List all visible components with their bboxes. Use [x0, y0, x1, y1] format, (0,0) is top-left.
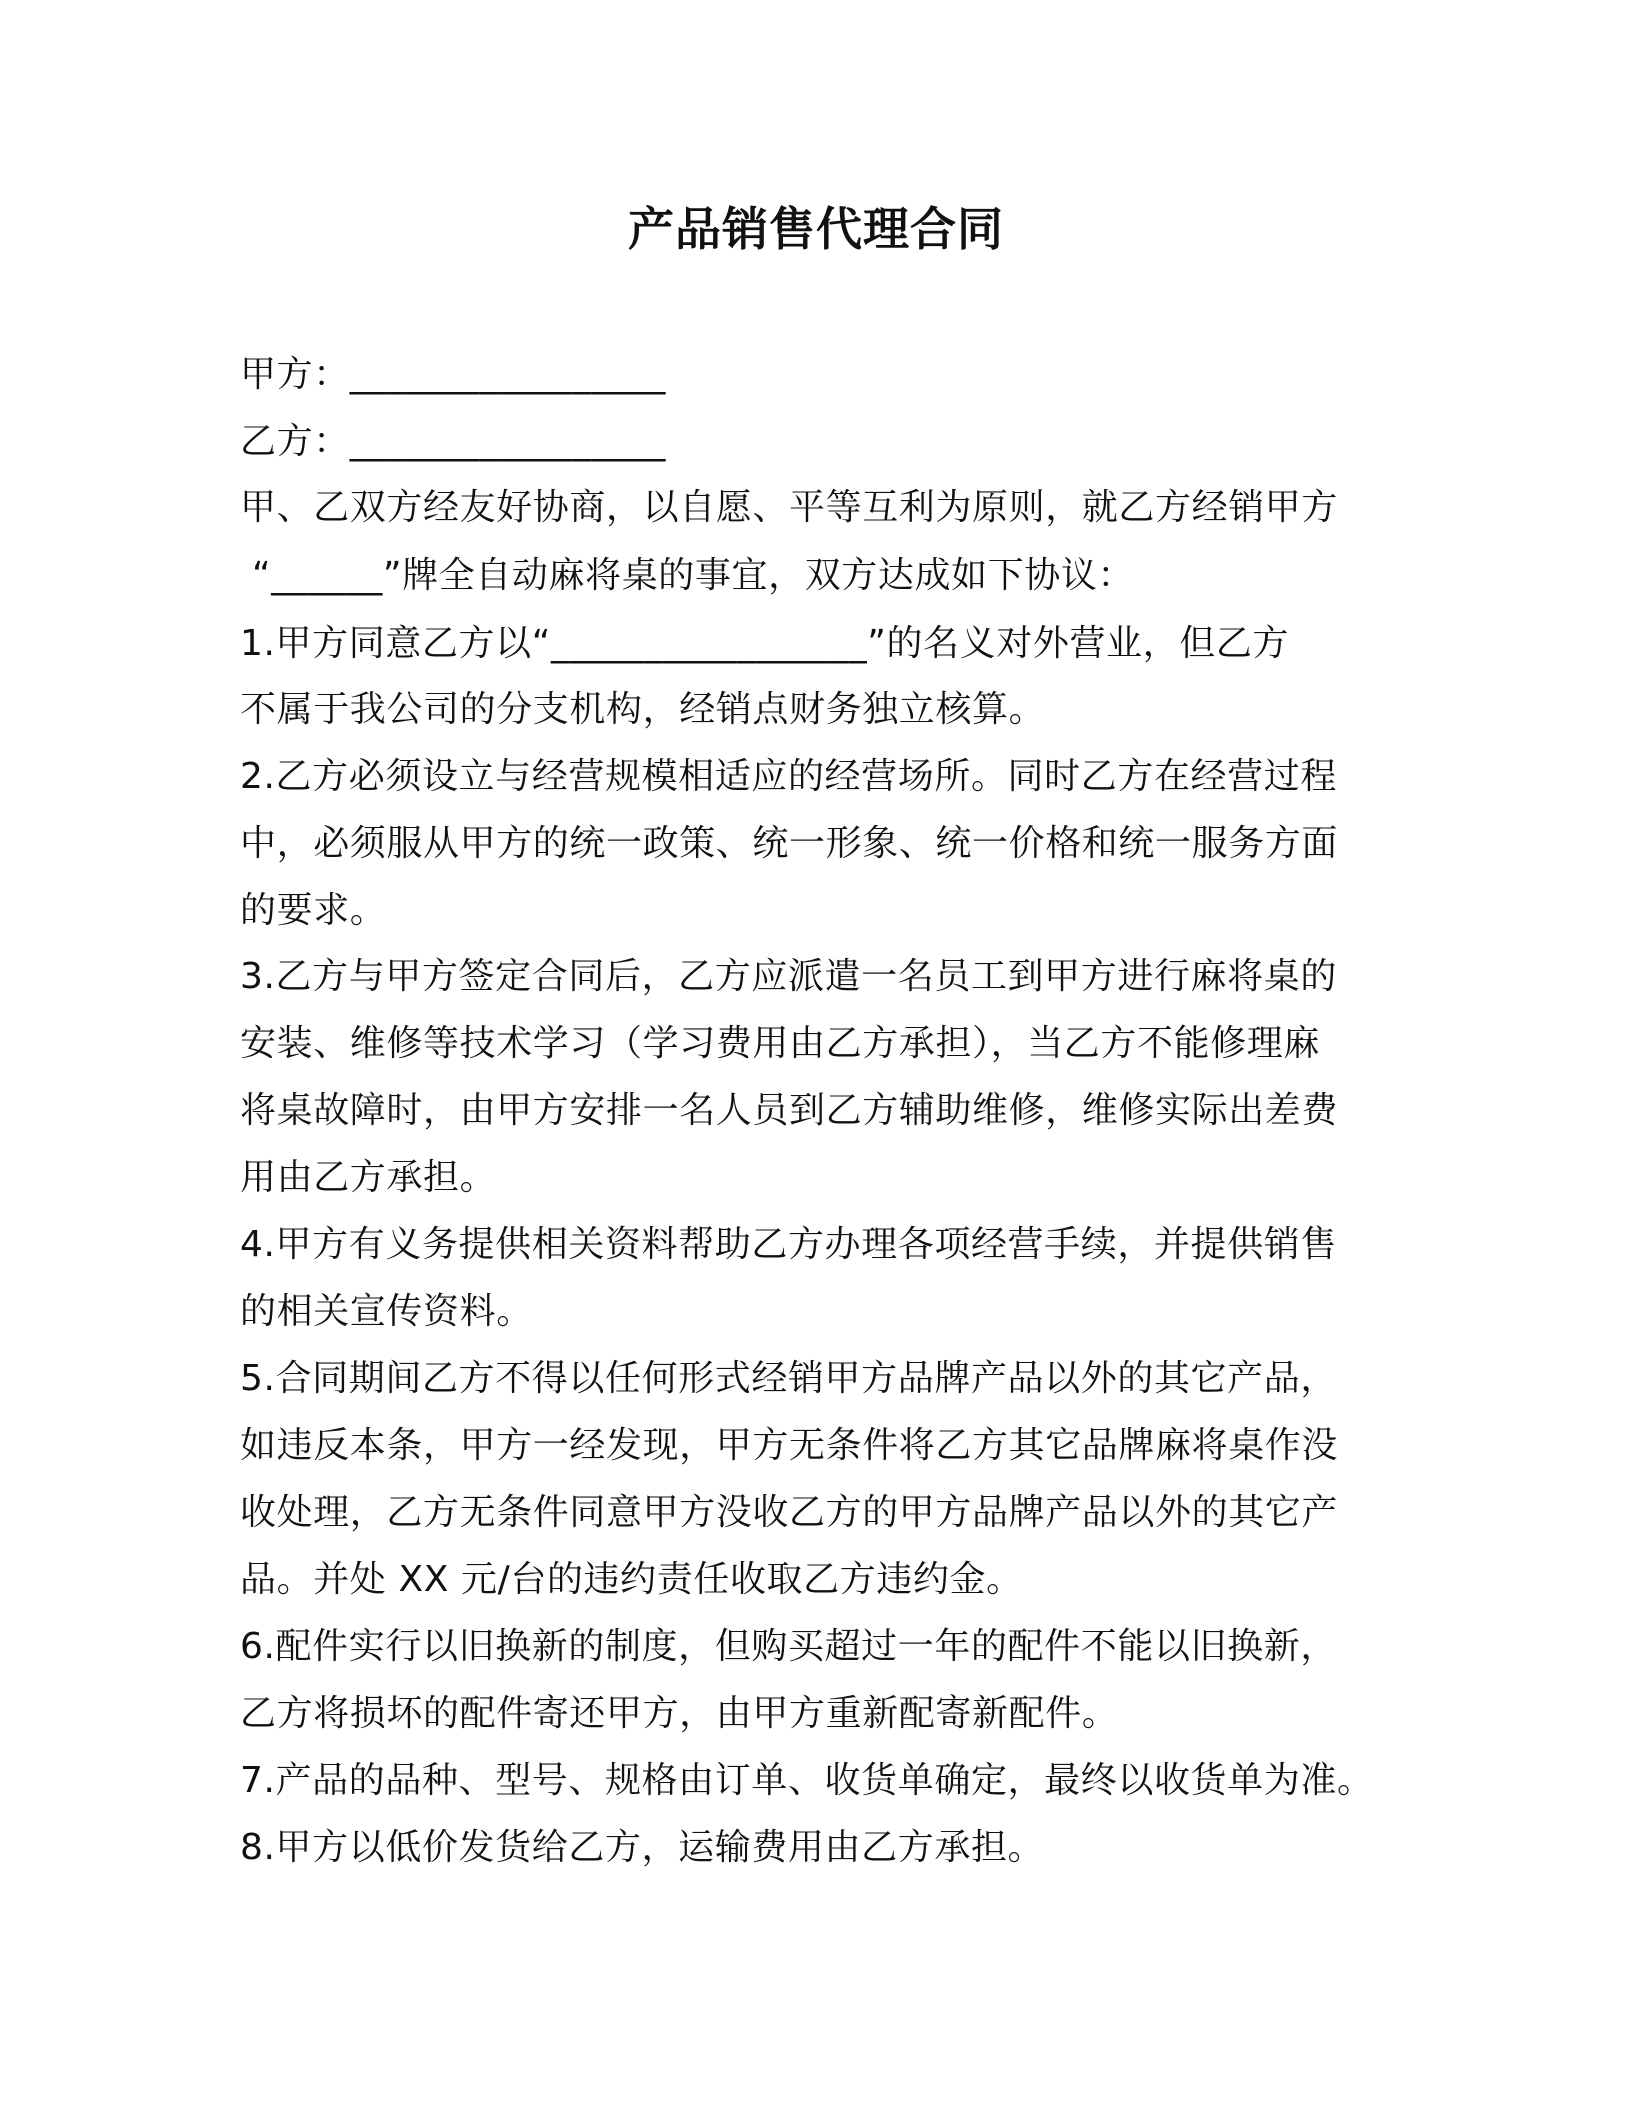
clause-5-line-3: 收处理，乙方无条件同意甲方没收乙方的甲方品牌产品以外的其它产 [240, 1492, 1339, 1533]
clause-3-line-4: 用由乙方承担。 [240, 1157, 497, 1198]
clause-3-line-2: 安装、维修等技术学习（学习费用由乙方承担），当乙方不能修理麻 [240, 1023, 1321, 1064]
clause-3-line-1: 3.乙方与甲方签定合同后，乙方应派遣一名员工到甲方进行麻将桌的 [240, 956, 1337, 997]
preamble-line-1: 甲、乙双方经友好协商，以自愿、平等互利为原则，就乙方经销甲方 [240, 487, 1339, 528]
clause-7-line-1: 7.产品的品种、型号、规格由订单、收货单确定，最终以收货单为准。 [240, 1760, 1374, 1801]
clause-5-line-4: 品。并处 XX 元/台的违约责任收取乙方违约金。 [240, 1559, 1023, 1600]
clause-2-line-2: 中，必须服从甲方的统一政策、统一形象、统一价格和统一服务方面 [240, 823, 1339, 864]
clause-6-line-2: 乙方将损坏的配件寄还甲方，由甲方重新配寄新配件。 [240, 1693, 1119, 1734]
clause-2-line-3: 的要求。 [240, 890, 387, 931]
clause-4-line-1: 4.甲方有义务提供相关资料帮助乙方办理各项经营手续，并提供销售 [240, 1224, 1337, 1265]
clause-2-line-1: 2.乙方必须设立与经营规模相适应的经营场所。同时乙方在经营过程 [240, 756, 1337, 797]
preamble-line-2: “______”牌全自动麻将桌的事宜，双方达成如下协议： [252, 555, 1135, 596]
clause-5-line-2: 如违反本条，甲方一经发现，甲方无条件将乙方其它品牌麻将桌作没 [240, 1425, 1339, 1466]
party-a-line: 甲方：_________________ [240, 354, 666, 395]
document-title: 产品销售代理合同 [628, 202, 1004, 256]
clause-4-line-2: 的相关宣传资料。 [240, 1291, 533, 1332]
clause-8-line-1: 8.甲方以低价发货给乙方，运输费用由乙方承担。 [240, 1827, 1045, 1868]
clause-1-line-2: 不属于我公司的分支机构，经销点财务独立核算。 [240, 689, 1046, 730]
clause-3-line-3: 将桌故障时，由甲方安排一名人员到乙方辅助维修，维修实际出差费 [240, 1090, 1339, 1131]
party-b-line: 乙方：_________________ [240, 421, 666, 462]
clause-6-line-1: 6.配件实行以旧换新的制度，但购买超过一年的配件不能以旧换新， [240, 1626, 1337, 1667]
clause-5-line-1: 5.合同期间乙方不得以任何形式经销甲方品牌产品以外的其它产品， [240, 1358, 1337, 1399]
clause-1-line-1: 1.甲方同意乙方以“_________________”的名义对外营业，但乙方 [240, 623, 1290, 664]
